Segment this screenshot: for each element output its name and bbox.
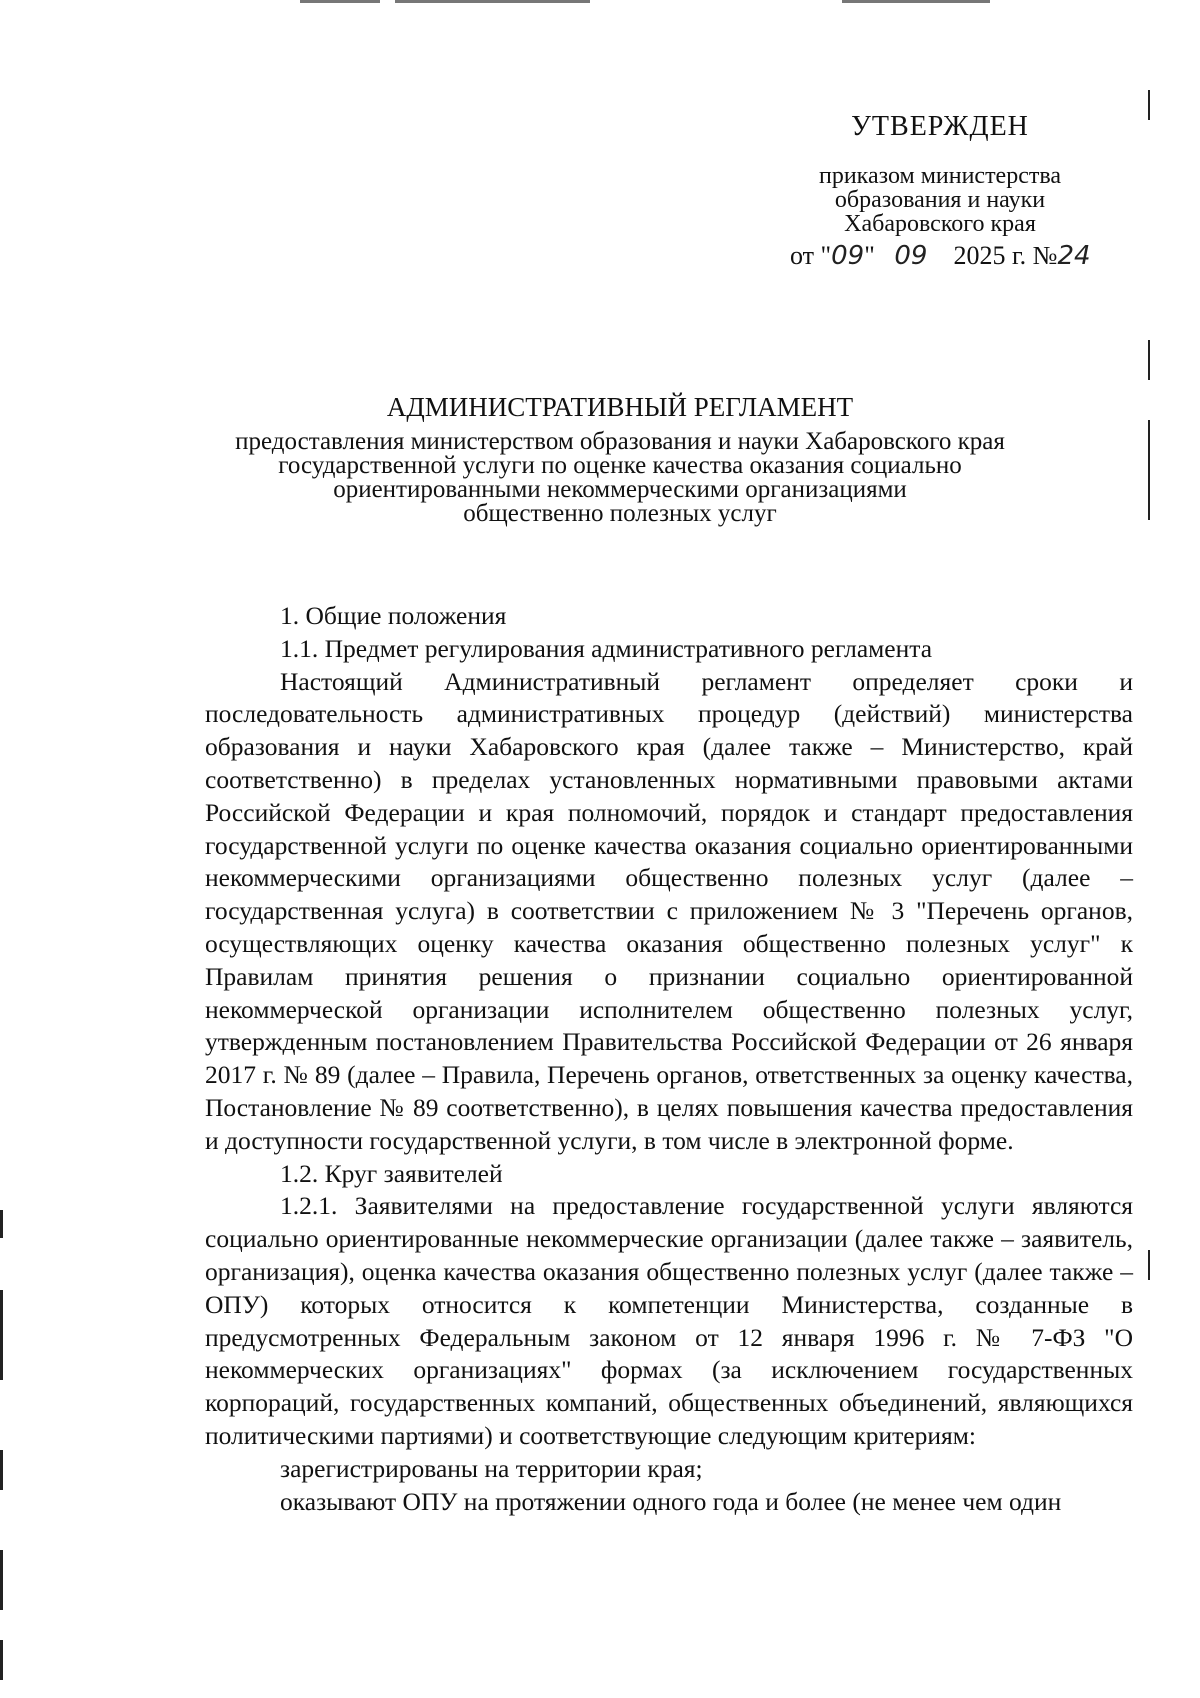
date-prefix: от " [790,241,832,270]
document-subtitle: предоставления министерством образования и науки Хабаровского края [235,428,1005,455]
document-body [205,600,1133,1518]
paragraph: Настоящий Административный регламент определяет сроки и последовательность административных процедур (действий) министерства образования и науки Хабаровского края (далее также – Министерство, край соответственно) в пределах установленных нормативными правовыми актами Российской Федерации и края полномочий, порядок и стандарт предоставления государственной услуги по оценке качества оказания социально ориентированными некоммерческими организациями общественно полезных услуг (далее – государственная услуга) в соответствии с приложением № 3 "Перечень органов, осуществляющих оценку качества оказания общественно полезных услуг" к Правилам принятия решения о признании социально ориентированной некоммерческой организации исполнителем общественно полезных услуг, утвержденным постановлением Правительства Российской Федерации от 26 января 2017 г. № 89 (далее – Правила, Перечень органов, ответственных за оценку качества, Постановление № 89 соответственно), в целях повышения качества предоставления и доступности государственной услуги, в том числе в электронной форме. [205,666,1133,1155]
document-subtitle: общественно полезных услуг [463,500,777,527]
scan-artifact-edge [1148,1250,1150,1280]
scan-artifact-edge [0,1290,3,1380]
approval-line: Хабаровского края [844,211,1036,237]
scan-artifact-edge [0,1550,3,1610]
scan-artifact-edge [1148,340,1150,380]
section-heading: 1.2. Круг заявителей [280,1158,503,1188]
order-number-handwritten: 24 [1057,241,1091,271]
date-quote: " [864,241,875,270]
approval-heading: УТВЕРЖДЕН [851,111,1029,142]
list-item: зарегистрированы на территории края; [280,1453,703,1483]
section-heading: 1.1. Предмет регулирования административного регламента [280,633,933,663]
approval-block [760,110,1120,271]
scan-artifact-top [395,0,590,3]
scan-artifact-edge [0,1210,3,1238]
scan-artifact-edge [0,1450,3,1490]
scan-artifact-top [842,0,990,3]
section-heading: 1. Общие положения [280,601,507,630]
paragraph: 1.2.1. Заявителями на предоставление государственной услуги являются социально ориентированные некоммерческие организации (далее также – заявитель, организация), оценка качества оказания общественно полезных услуг (далее также – ОПУ) которых относится к компетенции Министерства, созданные в предусмотренных Федеральным законом от 12 января 1996 г. № 7-ФЗ "О некоммерческих организациях" формах (за исключением государственных корпораций, государственных компаний, общественных объединений, являющихся политическими партиями) и соответствующие следующим критериям: [205,1191,1133,1450]
document-subtitle: ориентированными некоммерческими организациями [333,476,907,503]
scan-artifact-edge [1148,90,1150,120]
approval-line: приказом министерства [818,163,1062,189]
scan-artifact-top [300,0,380,3]
scan-artifact-edge [0,1640,3,1680]
document-subtitle: государственной услуги по оценке качества оказания социально [278,452,962,479]
document-title-block [210,390,1030,526]
document-title: АДМИНИСТРАТИВНЫЙ РЕГЛАМЕНТ [386,392,854,422]
date-day-handwritten: 09 [831,241,865,271]
date-year: 2025 г. № [953,241,1058,270]
scan-artifact-edge [1148,420,1150,520]
approval-line: образования и науки [834,187,1046,213]
approval-date [790,240,1150,272]
list-item: оказывают ОПУ на протяжении одного года и более (не менее чем один [280,1486,1062,1516]
date-month-handwritten: 09 [894,241,928,271]
